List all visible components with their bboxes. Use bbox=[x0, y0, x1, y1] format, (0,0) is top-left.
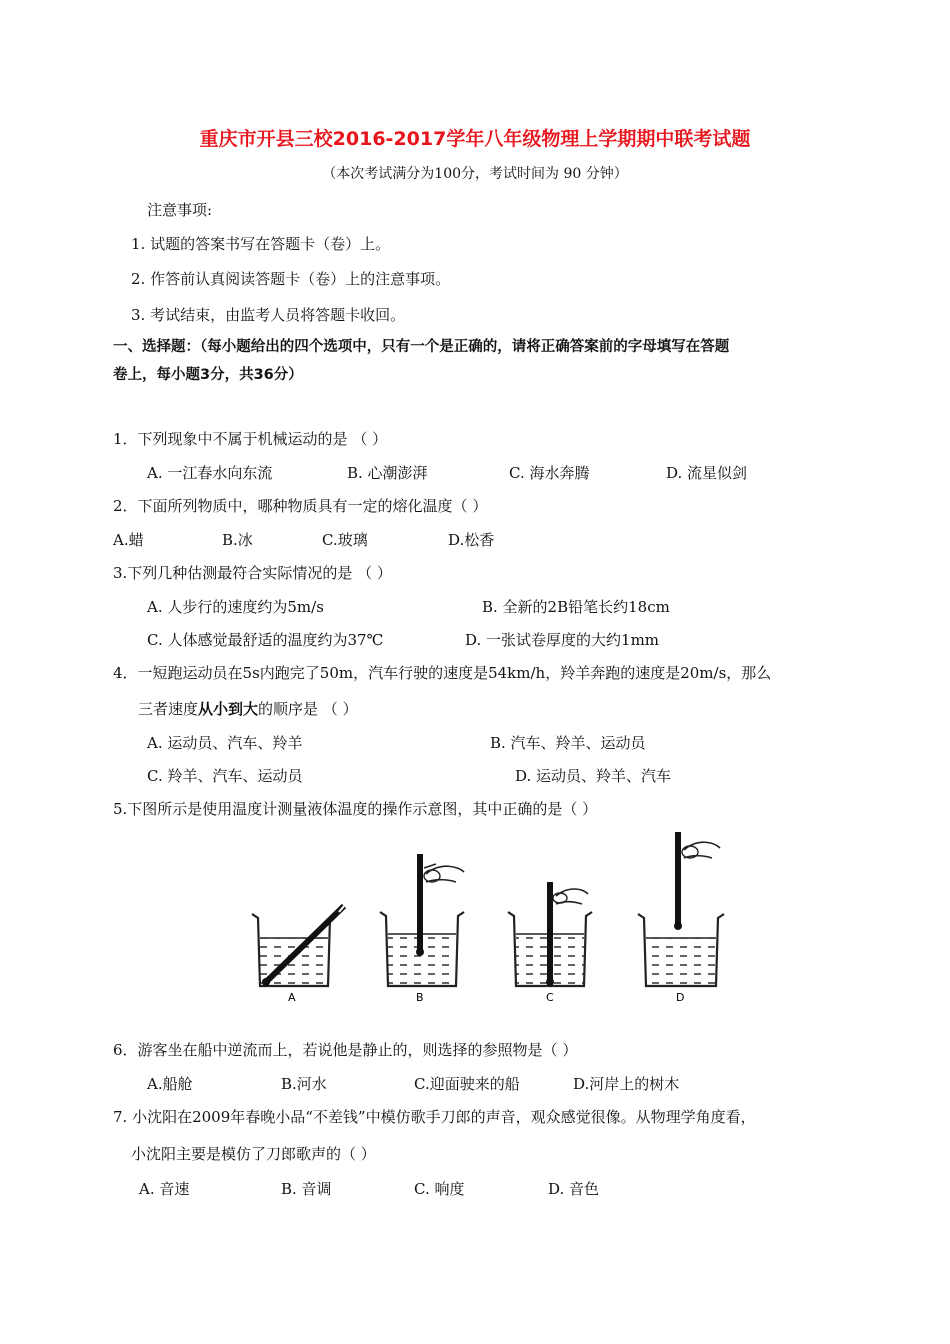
beaker-a bbox=[252, 906, 344, 1004]
q3-option-b: B. 全新的2B铅笔长约18cm bbox=[482, 598, 670, 616]
beaker-d bbox=[638, 832, 724, 1004]
note-item: 2. 作答前认真阅读答题卡（卷）上的注意事项。 bbox=[131, 270, 451, 288]
q4-option-b: B. 汽车、羚羊、运动员 bbox=[490, 734, 646, 752]
q4-option-a: A. 运动员、汽车、羚羊 bbox=[147, 734, 303, 752]
q4-option-c: C. 羚羊、汽车、运动员 bbox=[147, 767, 303, 785]
beaker-b bbox=[380, 854, 464, 1004]
page-title: 重庆市开县三校2016-2017学年八年级物理上学期期中联考试题 bbox=[199, 128, 751, 150]
q7-option-b: B. 音调 bbox=[281, 1180, 332, 1198]
q7-option-d: D. 音色 bbox=[548, 1180, 600, 1198]
notes-heading: 注意事项: bbox=[147, 201, 213, 219]
section-heading-cont: 卷上，每小题3分，共36分） bbox=[113, 367, 303, 383]
q2-option-b: B.冰 bbox=[222, 531, 253, 549]
section-heading: 一、选择题：（每小题给出的四个选项中，只有一个是正确的，请将正确答案前的字母填写在答题 bbox=[113, 339, 730, 355]
q4-stem-emphasis: 从小到大 bbox=[198, 700, 259, 718]
q6-option-a: A.船舱 bbox=[147, 1075, 193, 1093]
note-item: 3. 考试结束，由监考人员将答题卡收回。 bbox=[131, 306, 406, 324]
question-3-stem: 3.下列几种估测最符合实际情况的是 （ ） bbox=[113, 564, 392, 582]
exam-info: （本次考试满分为100分，考试时间为 90 分钟） bbox=[322, 166, 628, 182]
q7-option-c: C. 响度 bbox=[414, 1180, 465, 1198]
q1-option-b: B. 心潮澎湃 bbox=[347, 464, 428, 482]
note-item: 1. 试题的答案书写在答题卡（卷）上。 bbox=[131, 235, 391, 253]
figure-label-a: A bbox=[288, 991, 296, 1004]
question-5-stem: 5.下图所示是使用温度计测量液体温度的操作示意图，其中正确的是（ ） bbox=[113, 800, 598, 818]
question-1-stem: 1．下列现象中不属于机械运动的是 （ ） bbox=[113, 430, 388, 448]
figure-label-c: C bbox=[546, 991, 554, 1004]
question-7-stem-cont: 小沈阳主要是模仿了刀郎歌声的（ ） bbox=[131, 1145, 376, 1163]
q2-option-d: D.松香 bbox=[448, 531, 495, 549]
figure-label-d: D bbox=[676, 991, 685, 1004]
thermometer-figure bbox=[244, 826, 740, 1012]
question-4-stem: 4．一短跑运动员在5s内跑完了50m，汽车行驶的速度是54km/h，羚羊奔跑的速度是20m/s，那么 bbox=[113, 664, 772, 682]
q1-option-a: A. 一江春水向东流 bbox=[147, 464, 273, 482]
question-4-stem-cont bbox=[138, 700, 358, 718]
q2-option-a: A.蜡 bbox=[113, 531, 144, 549]
q3-option-c: C. 人体感觉最舒适的温度约为37℃ bbox=[147, 631, 384, 649]
figure-label-b: B bbox=[416, 991, 424, 1004]
question-2-stem: 2．下面所列物质中，哪种物质具有一定的熔化温度（ ） bbox=[113, 497, 488, 515]
q3-option-a: A. 人步行的速度约为5m/s bbox=[147, 598, 324, 616]
q6-option-c: C.迎面驶来的船 bbox=[414, 1075, 520, 1093]
q1-option-c: C. 海水奔腾 bbox=[509, 464, 590, 482]
q7-option-a: A. 音速 bbox=[139, 1180, 190, 1198]
q1-option-d: D. 流星似剑 bbox=[666, 464, 748, 482]
question-6-stem: 6．游客坐在船中逆流而上，若说他是静止的，则选择的参照物是（ ） bbox=[113, 1041, 578, 1059]
q4-option-d: D. 运动员、羚羊、汽车 bbox=[515, 767, 672, 785]
q4-stem-post: 的顺序是 （ ） bbox=[258, 700, 358, 718]
q4-stem-pre: 三者速度 bbox=[138, 700, 199, 718]
beaker-c bbox=[508, 882, 592, 1004]
q2-option-c: C.玻璃 bbox=[322, 531, 368, 549]
q6-option-b: B.河水 bbox=[281, 1075, 327, 1093]
q6-option-d: D.河岸上的树木 bbox=[573, 1075, 680, 1093]
q3-option-d: D. 一张试卷厚度的大约1mm bbox=[465, 631, 660, 649]
question-7-stem: 7. 小沈阳在2009年春晚小品“不差钱”中模仿歌手刀郎的声音，观众感觉很像。从物理学角度看， bbox=[113, 1108, 756, 1126]
